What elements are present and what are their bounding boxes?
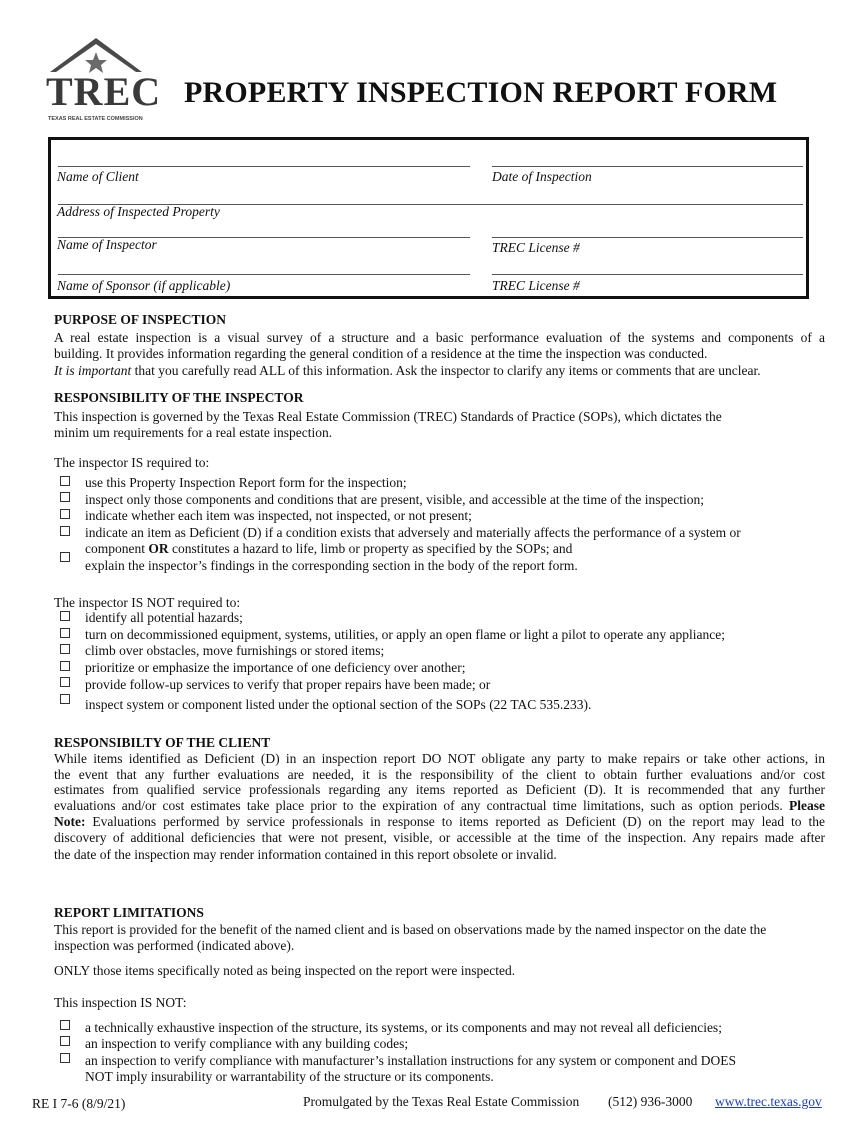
logo-wordmark: TREC: [46, 69, 162, 114]
sponsor-label: Name of Sponsor (if applicable): [57, 278, 231, 293]
required-intro: The inspector IS required to:: [54, 455, 210, 470]
logo-subtext: TEXAS REAL ESTATE COMMISSION: [48, 116, 143, 122]
list-item: NOT imply insurability or warrantability of the structure or its components.: [85, 1069, 494, 1084]
checkbox[interactable]: [60, 552, 70, 562]
please-note-emphasis: Please: [789, 798, 825, 813]
client-text: While items identified as Deficient (D) in an inspection report DO NOT obligate any party to make repairs or take other actions, in: [54, 751, 825, 766]
report-limitations-heading: REPORT LIMITATIONS: [54, 905, 204, 920]
inspector-responsibility-text: This inspection is governed by the Texas Real Estate Commission (TREC) Standards of Practice (SOPs), which dictates the: [54, 409, 722, 424]
checkbox[interactable]: [60, 1036, 70, 1046]
checkbox[interactable]: [60, 1020, 70, 1030]
client-text: [54, 814, 825, 830]
important-emphasis: It is important: [54, 363, 132, 378]
limitations-text: ONLY those items specifically noted as being inspected on the report were inspected.: [54, 963, 516, 978]
list-item-text: constitutes a hazard to life, limb or property as specified by the SOPs; and: [168, 541, 573, 556]
list-item-emphasis: OR: [148, 541, 169, 556]
inspector-license-line[interactable]: [492, 237, 803, 238]
client-text: [54, 798, 825, 814]
inspection-info-box: [48, 137, 809, 299]
checkbox[interactable]: [60, 677, 70, 687]
client-text-part: evaluations and/or cost estimates take place prior to the expiration of any contractual time limitations, such as option periods.: [54, 798, 789, 813]
purpose-text: building. It provides information regarding the general condition of a residence at the time the inspection was conducted.: [54, 346, 708, 361]
checkbox[interactable]: [60, 509, 70, 519]
client-text: the date of the inspection may render information contained in this report obsolete or invalid.: [54, 847, 557, 862]
sponsor-license-label: TREC License #: [492, 278, 580, 293]
purpose-heading: PURPOSE OF INSPECTION: [54, 312, 227, 327]
important-text: that you carefully read ALL of this information. Ask the inspector to clarify any items or comments that are unclear.: [131, 363, 761, 378]
website-link[interactable]: www.trec.texas.gov: [715, 1094, 822, 1109]
list-item: provide follow-up services to verify that proper repairs have been made; or: [85, 677, 491, 692]
address-label: Address of Inspected Property: [57, 204, 220, 219]
phone-number: (512) 936-3000: [608, 1094, 693, 1109]
sponsor-license-line[interactable]: [492, 274, 803, 275]
checkbox[interactable]: [60, 476, 70, 486]
sponsor-line[interactable]: [58, 274, 470, 275]
inspector-license-label: TREC License #: [492, 240, 580, 255]
inspector-label: Name of Inspector: [57, 237, 157, 252]
checkbox[interactable]: [60, 644, 70, 654]
purpose-important: [54, 363, 761, 379]
checkbox[interactable]: [60, 628, 70, 638]
date-label: Date of Inspection: [492, 169, 592, 184]
client-text: discovery of additional deficiencies that were not present, visible, or accessible at the time of the inspection. Any repairs made after: [54, 830, 825, 845]
please-note-emphasis: Note:: [54, 814, 86, 829]
page-title: PROPERTY INSPECTION REPORT FORM: [184, 76, 778, 109]
list-item: [85, 541, 572, 557]
client-text: the event that any further evaluations are needed, it is the responsibility of the client to obtain further evaluations and/or cost: [54, 767, 825, 782]
trec-logo: [44, 36, 162, 126]
list-item: prioritize or emphasize the importance of one deficiency over another;: [85, 660, 466, 675]
promulgated-text-part: Promulgated by the Texas Real Estate Co: [303, 1094, 527, 1109]
promulgated-text-part: mmission: [526, 1094, 580, 1109]
client-line[interactable]: [58, 166, 470, 167]
checkbox[interactable]: [60, 492, 70, 502]
client-text: estimates from qualified service professionals regarding any items reported as Deficient (D). It is recommended that any further: [54, 782, 825, 797]
list-item: a technically exhaustive inspection of the structure, its systems, or its components and may not reveal all deficiencies;: [85, 1020, 722, 1035]
client-label: Name of Client: [57, 169, 139, 184]
list-item: turn on decommissioned equipment, systems, utilities, or apply an open flame or light a pilot to operate any appliance;: [85, 627, 725, 642]
list-item: identify all potential hazards;: [85, 610, 243, 625]
client-responsibility-heading: RESPONSIBILTY OF THE CLIENT: [54, 735, 271, 750]
checkbox[interactable]: [60, 611, 70, 621]
list-item: inspect system or component listed under the optional section of the SOPs (22 TAC 535.233).: [85, 697, 592, 712]
checkbox[interactable]: [60, 661, 70, 671]
list-item: indicate whether each item was inspected, not inspected, or not present;: [85, 508, 472, 523]
checkbox[interactable]: [60, 1053, 70, 1063]
limitations-text: This report is provided for the benefit of the named client and is based on observations made by the named inspector on the date the: [54, 922, 767, 937]
list-item: explain the inspector’s findings in the corresponding section in the body of the report form.: [85, 558, 578, 573]
not-required-intro: The inspector IS NOT required to:: [54, 595, 241, 610]
promulgated-text: [303, 1094, 579, 1110]
inspector-responsibility-text: minim um requirements for a real estate inspection.: [54, 425, 333, 440]
date-line[interactable]: [492, 166, 803, 167]
not-inspection-intro: This inspection IS NOT:: [54, 995, 187, 1010]
client-text-part: Evaluations performed by service professionals in response to items reported as Deficient (D) on the report may lead to the: [85, 814, 825, 829]
form-id: RE I 7-6 (8/9/21): [32, 1096, 126, 1111]
list-item: indicate an item as Deficient (D) if a condition exists that adversely and materially affects the performance of a system or: [85, 525, 741, 540]
list-item: an inspection to verify compliance with manufacturer’s installation instructions for any system or component and DOES: [85, 1053, 736, 1068]
list-item: use this Property Inspection Report form for the inspection;: [85, 475, 407, 490]
inspector-responsibility-heading: RESPONSIBILITY OF THE INSPECTOR: [54, 390, 304, 405]
list-item: climb over obstacles, move furnishings or stored items;: [85, 643, 385, 658]
purpose-text: A real estate inspection is a visual survey of a structure and a basic performance evaluation of the systems and components of a: [54, 330, 825, 345]
list-item: an inspection to verify compliance with any building codes;: [85, 1036, 409, 1051]
list-item: inspect only those components and conditions that are present, visible, and accessible at the time of the inspection;: [85, 492, 704, 507]
checkbox[interactable]: [60, 526, 70, 536]
checkbox[interactable]: [60, 694, 70, 704]
list-item-text: component: [85, 541, 149, 556]
limitations-text: inspection was performed (indicated above).: [54, 938, 295, 953]
